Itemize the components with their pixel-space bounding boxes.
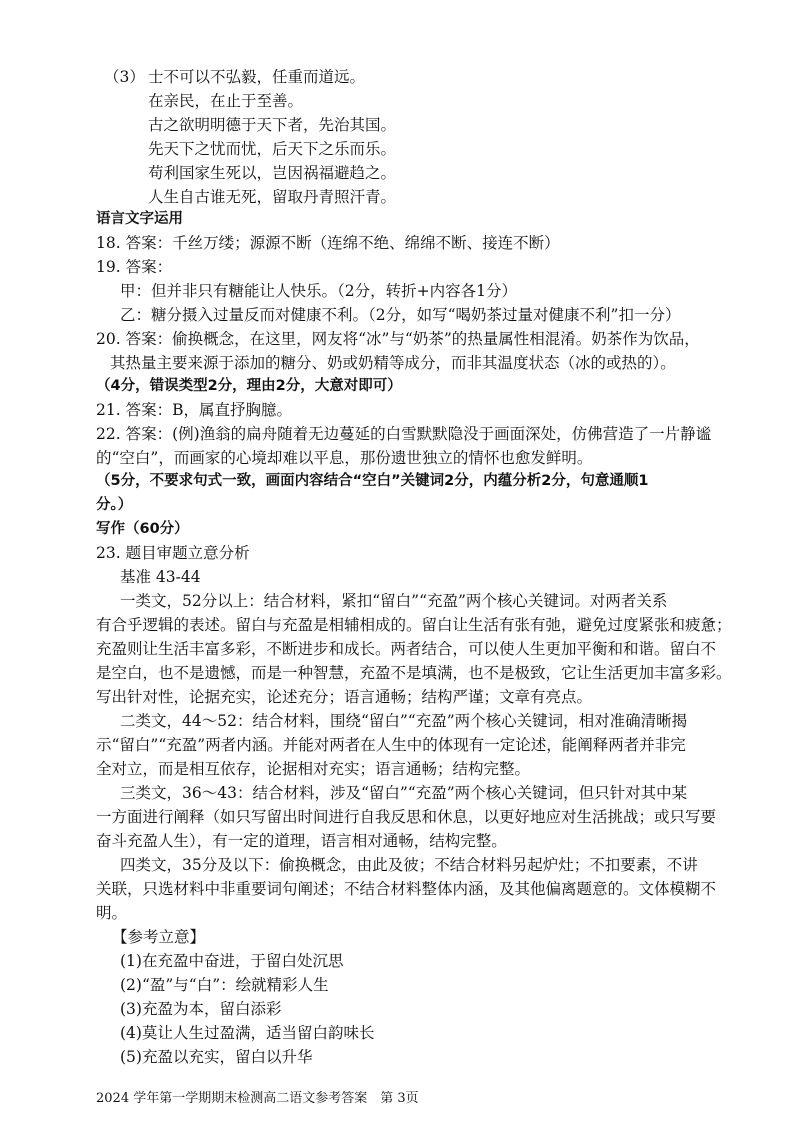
grade-1-line: 是空白，也不是遗憾，而是一种智慧，充盈不是填满，也不是极致，它让生活更加丰富多彩。 — [96, 664, 732, 682]
grade-4-line: 四类文，35分及以下：偷换概念，由此及彼；不结合材料另起炉灶；不扣要素，不讲 — [120, 856, 698, 874]
poem-line: 士不可以不弘毅，任重而道远。 — [148, 68, 366, 86]
poem-line: 先天下之忧而忧，后天下之乐而乐。 — [148, 140, 397, 158]
answer-19-a: 甲：但并非只有糖能让人快乐。（2分，转折+内容各1分） — [120, 282, 517, 300]
score-note-22: （5分，不要求句式一致，画面内容结合“空白”关键词2分，内蕴分析2分，句意通顺1 — [96, 473, 649, 489]
poem-line: 苟利国家生死以，岂因祸福避趋之。 — [148, 164, 397, 182]
section-heading-writing: 写作（60分） — [96, 521, 189, 537]
grade-1-line: 充盈则让生活丰富多彩，不断进步和成长。两者结合，可以使人生更加平衡和和谐。留白不 — [96, 640, 717, 658]
answer-19: 19. 答案： — [96, 258, 173, 276]
answer-18: 18. 答案：千丝万缕；源源不断（连绵不绝、绵绵不断、接连不断） — [96, 234, 560, 252]
grade-2-line: 示“留白”“充盈”两者内涵。并能对两者在人生中的体现有一定论述，能阐释两者并非完 — [96, 736, 686, 754]
score-note-20: （4分，错误类型2分，理由2分，大意对即可） — [96, 378, 402, 394]
baseline-score: 基准 43-44 — [120, 568, 201, 586]
grade-4-line: 明。 — [96, 904, 128, 922]
reference-item: (1)在充盈中奋进，于留白处沉思 — [120, 952, 344, 970]
answer-22: 22. 答案：(例)渔翁的扁舟随着无边蔓延的白雪默默隐没于画面深处，仿佛营造了一片静谧 — [96, 425, 712, 443]
reference-item: (2)“盈”与“白”：绘就精彩人生 — [120, 976, 329, 994]
grade-3-line: 奋斗充盈人生），有一定的道理，语言相对通畅，结构完整。 — [96, 832, 507, 850]
grade-4-line: 关联，只选材料中非重要词句阐述；不结合材料整体内涵，及其他偏离题意的。文体模糊不 — [96, 880, 717, 898]
answer-20-cont: 其热量主要来源于添加的糖分、奶或奶精等成分，而非其温度状态（冰的或热的）。 — [110, 354, 676, 372]
reference-item: (4)莫让人生过盈满，适当留白韵味长 — [120, 1024, 375, 1042]
poem-line: 人生自古谁无死，留取丹青照汗青。 — [148, 188, 397, 206]
score-note-22-cont: 分。） — [96, 497, 133, 513]
grade-3-line: 三类文，36～43：结合材料，涉及“留白”“充盈”两个核心关键词，但只针对其中某 — [120, 784, 688, 802]
grade-1-line: 一类文，52分以上：结合材料，紧扣“留白”“充盈”两个核心关键词。对两者关系 — [120, 592, 668, 610]
poem-line: 在亲民，在止于至善。 — [148, 92, 304, 110]
answer-22-cont: 的“空白”，而画家的心境却难以平息，那份遗世独立的情怀也愈发鲜明。 — [96, 449, 593, 467]
reference-item: (3)充盈为本，留白添彩 — [120, 1000, 282, 1018]
section-heading-language: 语言文字运用 — [96, 211, 183, 227]
grade-2-line: 二类文，44～52：结合材料，围绕“留白”“充盈”两个核心关键词，相对准确清晰揭 — [120, 712, 688, 730]
poem-number: （3） — [104, 68, 145, 86]
answer-21: 21. 答案：B，属直抒胸臆。 — [96, 401, 292, 419]
page-footer: 2024 学年第一学期期末检测高二语文参考答案 第 3页 — [96, 1091, 419, 1106]
poem-line: 古之欲明明德于天下者，先治其国。 — [148, 116, 397, 134]
answer-20: 20. 答案：偷换概念，在这里，网友将“冰”与“奶茶”的热量属性相混淆。奶茶作为饮品， — [96, 330, 700, 348]
grade-3-line: 一方面进行阐释（如只写留出时间进行自我反思和休息，以更好地应对生活挑战；或只写要 — [96, 808, 717, 826]
grade-1-line: 有合乎逻辑的表述。留白与充盈是相辅相成的。留白让生活有张有弛，避免过度紧张和疲惫； — [96, 616, 732, 634]
reference-heading: 【参考立意】 — [112, 928, 206, 946]
answer-19-b: 乙：糖分摄入过量反而对健康不利。（2分，如写“喝奶茶过量对健康不利”扣一分） — [120, 306, 681, 324]
grade-2-line: 全对立，而是相互依存，论据相对充实；语言通畅；结构完整。 — [96, 760, 531, 778]
question-23: 23. 题目审题立意分析 — [96, 544, 250, 562]
reference-item: (5)充盈以充实，留白以升华 — [120, 1048, 313, 1066]
grade-1-line: 写出针对性，论据充实，论述充分；语言通畅；结构严谨；文章有亮点。 — [96, 688, 593, 706]
